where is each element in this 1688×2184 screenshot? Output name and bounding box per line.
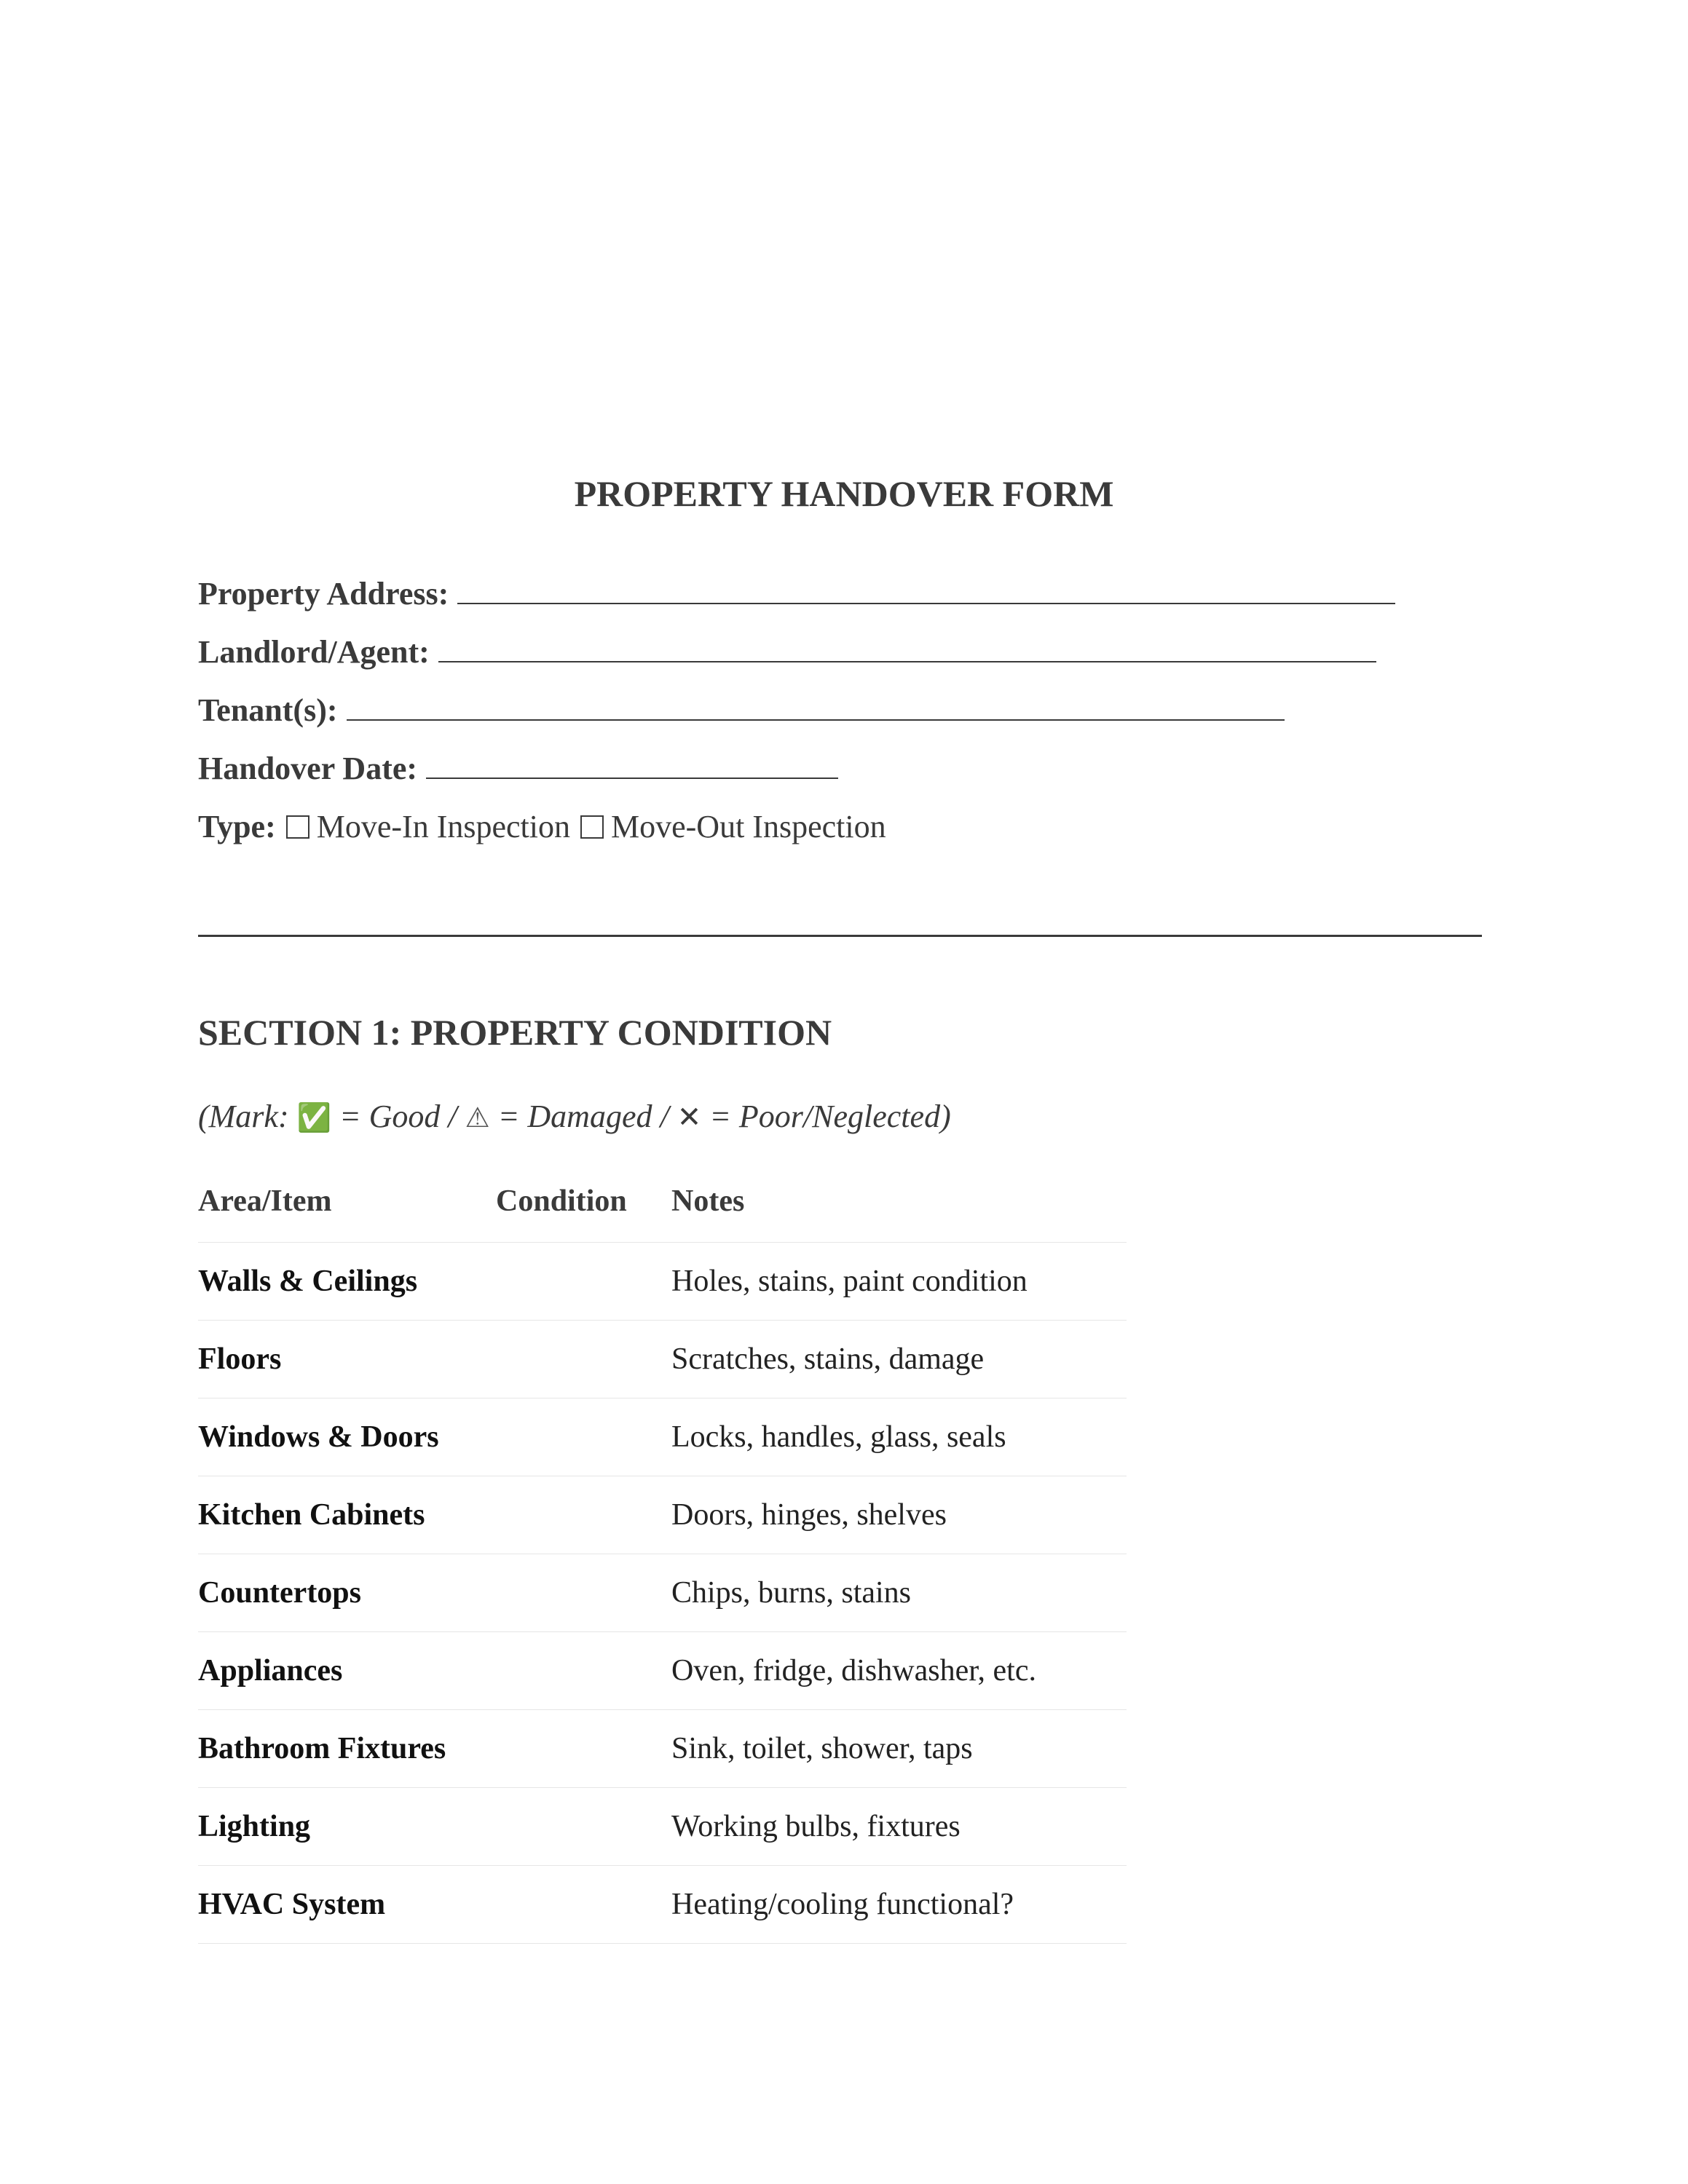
row-notes: Holes, stains, paint condition	[671, 1243, 1127, 1321]
property-condition-table	[198, 1184, 1127, 1944]
tenants-row	[198, 690, 1285, 731]
handover-date-field[interactable]	[426, 748, 838, 779]
row-condition-cell[interactable]	[496, 1554, 671, 1632]
row-condition-cell[interactable]	[496, 1710, 671, 1788]
row-condition-cell[interactable]	[496, 1788, 671, 1866]
row-notes: Sink, toilet, shower, taps	[671, 1710, 1127, 1788]
handover-date-row	[198, 748, 838, 789]
row-notes: Working bulbs, fixtures	[671, 1788, 1127, 1866]
move-in-option-label: Move-In Inspection	[316, 809, 570, 844]
type-label: Type:	[198, 809, 276, 844]
row-item: Walls & Ceilings	[198, 1243, 496, 1321]
row-item: Bathroom Fixtures	[198, 1710, 496, 1788]
good-check-icon: ✅	[296, 1101, 331, 1133]
row-condition-cell[interactable]	[496, 1243, 671, 1321]
row-notes: Chips, burns, stains	[671, 1554, 1127, 1632]
table-row	[198, 1710, 1127, 1788]
table-row	[198, 1788, 1127, 1866]
header-notes: Notes	[671, 1184, 1127, 1243]
row-notes: Scratches, stains, damage	[671, 1321, 1127, 1398]
damaged-warning-icon: ⚠	[465, 1101, 490, 1133]
poor-cross-icon: ✕	[677, 1101, 702, 1134]
table-row	[198, 1243, 1127, 1321]
row-notes: Doors, hinges, shelves	[671, 1476, 1127, 1554]
handover-date-label: Handover Date:	[198, 751, 418, 786]
move-out-option-label: Move-Out Inspection	[610, 809, 886, 844]
row-condition-cell[interactable]	[496, 1632, 671, 1710]
section-1-title: SECTION 1: PROPERTY CONDITION	[198, 1012, 832, 1053]
row-item: Appliances	[198, 1632, 496, 1710]
row-condition-cell[interactable]	[496, 1321, 671, 1398]
property-address-row	[198, 574, 1395, 614]
row-notes: Oven, fridge, dishwasher, etc.	[671, 1632, 1127, 1710]
type-row	[198, 807, 886, 847]
legend-prefix: (Mark:	[198, 1099, 297, 1134]
landlord-agent-row	[198, 632, 1376, 673]
row-item: Windows & Doors	[198, 1398, 496, 1476]
condition-legend	[198, 1096, 951, 1138]
table-row	[198, 1554, 1127, 1632]
row-item: Countertops	[198, 1554, 496, 1632]
legend-poor-text: = Poor/Neglected)	[701, 1099, 951, 1134]
row-item: HVAC System	[198, 1866, 496, 1944]
table-row	[198, 1632, 1127, 1710]
legend-good-text: = Good /	[331, 1099, 465, 1134]
row-item: Floors	[198, 1321, 496, 1398]
row-condition-cell[interactable]	[496, 1476, 671, 1554]
legend-damaged-text: = Damaged /	[489, 1099, 677, 1134]
row-item: Kitchen Cabinets	[198, 1476, 496, 1554]
move-out-checkbox[interactable]	[580, 815, 604, 839]
row-condition-cell[interactable]	[496, 1866, 671, 1944]
property-address-label: Property Address:	[198, 576, 449, 612]
horizontal-divider	[198, 935, 1482, 937]
table-row	[198, 1866, 1127, 1944]
row-condition-cell[interactable]	[496, 1398, 671, 1476]
form-title: PROPERTY HANDOVER FORM	[574, 473, 1114, 514]
landlord-agent-label: Landlord/Agent:	[198, 634, 430, 670]
row-notes: Locks, handles, glass, seals	[671, 1398, 1127, 1476]
tenants-label: Tenant(s):	[198, 692, 338, 728]
row-item: Lighting	[198, 1788, 496, 1866]
header-area-item: Area/Item	[198, 1184, 496, 1243]
tenants-field[interactable]	[347, 690, 1285, 721]
table-header-row	[198, 1184, 1127, 1243]
landlord-agent-field[interactable]	[438, 632, 1376, 662]
property-address-field[interactable]	[457, 574, 1395, 604]
table-row	[198, 1398, 1127, 1476]
row-notes: Heating/cooling functional?	[671, 1866, 1127, 1944]
table-row	[198, 1321, 1127, 1398]
header-condition: Condition	[496, 1184, 671, 1243]
table-row	[198, 1476, 1127, 1554]
move-in-checkbox[interactable]	[286, 815, 309, 839]
